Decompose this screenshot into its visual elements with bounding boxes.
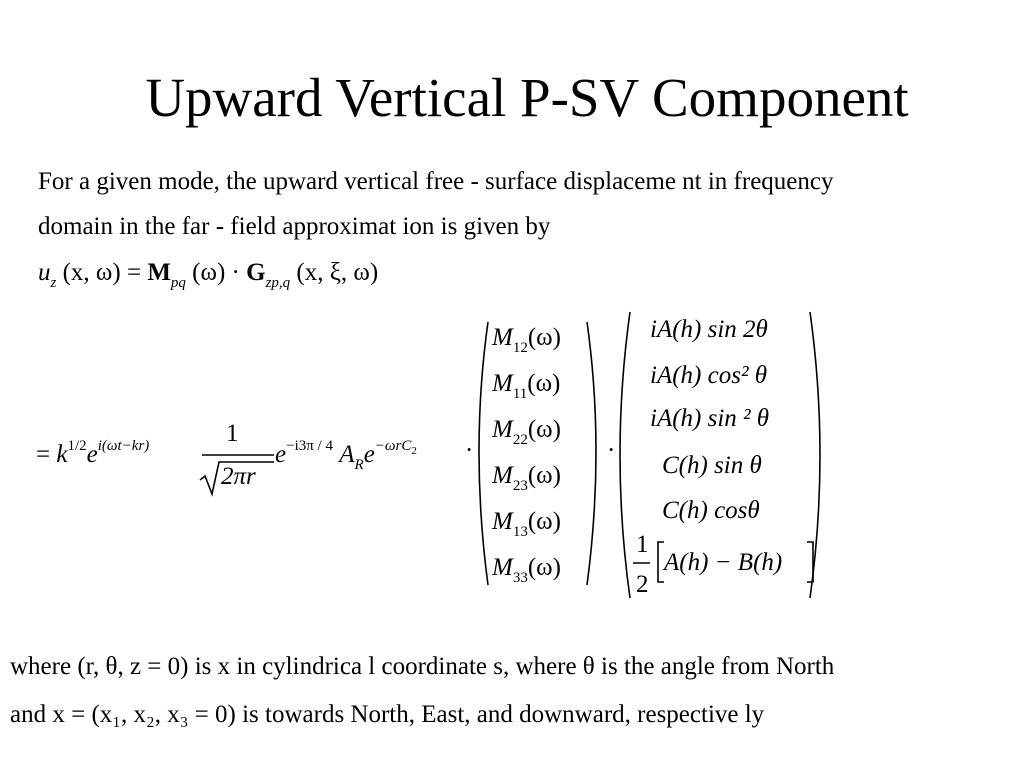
r-last-numerator: 1 (636, 531, 649, 558)
dot-operator-1: · (465, 437, 474, 464)
amplitude-symbol: A (339, 441, 355, 468)
radical-sign (200, 462, 274, 494)
dot-operator-2: · (607, 437, 616, 464)
e-exponent-2: −i3π / 4 (286, 438, 333, 454)
dot-operator: · (231, 259, 240, 286)
u-args: (x, ω) (62, 259, 121, 286)
m-vector-entry: $M_{11}(\omega)$ (492, 370, 561, 402)
amplitude-subscript: R (354, 457, 364, 473)
m-vector-entry: $M_{13}(\omega)$ (492, 508, 561, 540)
moment-tensor-subscript: pq (170, 275, 186, 291)
green-function-symbol: G (246, 259, 266, 286)
footer-line-1: where (r, θ, z = 0) is x in cylindrica l coordinate s, where θ is the angle from North (10, 653, 835, 680)
fraction-denominator: 2πr (221, 463, 256, 490)
moment-tensor-symbol: M (147, 259, 171, 286)
e-symbol-2: e (275, 441, 287, 468)
r-vector-entry: iA(h) sin 2θ (650, 316, 768, 343)
intro-line-1: For a given mode, the upward vertical free - surface displaceme nt in frequency (38, 168, 834, 195)
m-vector-left-paren (479, 322, 488, 585)
r-last-bracket-content: A(h) − B(h) (664, 549, 783, 576)
slide-title: Upward Vertical P-SV Component (145, 67, 909, 128)
intro-line-2: domain in the far - field approximat ion is given by (38, 213, 551, 240)
r-vector-right-paren (810, 312, 820, 598)
r-vector-entry: C(h) sin θ (662, 452, 762, 479)
k-symbol: k (56, 441, 68, 468)
m-vector-entry: $M_{12}(\omega)$ (492, 324, 561, 356)
r-vector-entry: iA(h) sin ² θ (650, 405, 770, 432)
r-vector-left-paren (620, 312, 630, 598)
footer-line-2: and x = (x₁, x₂, x₃ = 0) is towards North, East, and downward, respective ly (10, 701, 765, 728)
fraction-numerator: 1 (226, 420, 239, 447)
m-vector-entry: $M_{33}(\omega)$ (492, 554, 561, 586)
u-symbol: u (38, 259, 51, 286)
r-vector-entry: iA(h) cos² θ (650, 362, 767, 389)
m-vector-right-paren (587, 322, 596, 585)
u-subscript: z (50, 275, 57, 291)
green-function-args: (x, ξ, ω) (296, 259, 379, 286)
e-exponent-3: −ωrC (374, 438, 412, 454)
e-symbol-1: e (86, 441, 98, 468)
left-square-bracket (658, 542, 664, 582)
e-exponent-1: i(ωt−kr) (97, 438, 150, 454)
k-exponent: 1/2 (67, 438, 87, 454)
moment-tensor-arg: (ω) (192, 259, 226, 286)
equals-sign-2: = (36, 441, 51, 468)
r-vector-entry: C(h) cosθ (662, 497, 760, 524)
equals-sign: = (126, 259, 142, 286)
e-symbol-3: e (363, 441, 375, 468)
m-vector-entry: $M_{22}(\omega)$ (492, 416, 561, 448)
r-last-denominator: 2 (636, 571, 649, 598)
e-exponent-3-subscript: 2 (411, 445, 417, 457)
m-vector-entry: $M_{23}(\omega)$ (492, 462, 561, 494)
green-function-subscript: zp,q (265, 275, 291, 291)
